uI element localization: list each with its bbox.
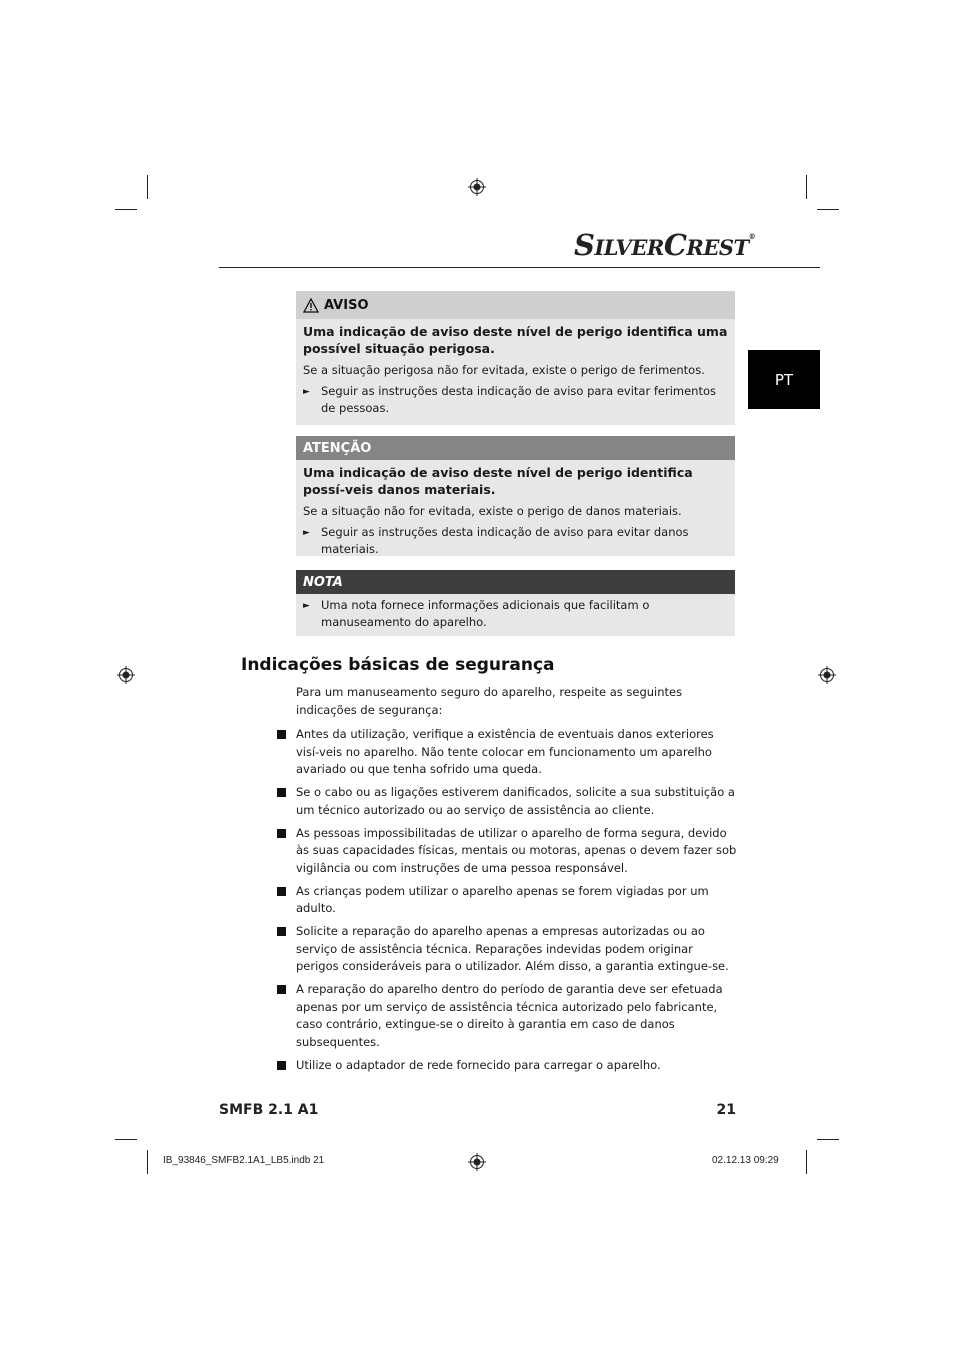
- atencao-box: [296, 436, 735, 556]
- registration-mark-icon: [818, 666, 836, 684]
- registered-mark: ®: [748, 232, 756, 241]
- crop-mark: [817, 1139, 839, 1140]
- aviso-instruction-text: Seguir as instruções desta indicação de aviso para evitar ferimentos de pessoas.: [321, 384, 717, 415]
- list-item-text: Solicite a reparação do aparelho apenas a empresas autorizadas ou ao serviço de assistência técnica. Reparações indevidas podem originar perigos consideráveis para o utilizador. Além disso, a garantia extingue-se.: [296, 924, 729, 973]
- nota-box: [296, 570, 735, 636]
- crop-mark: [806, 175, 807, 199]
- brand-letters: REST: [686, 235, 749, 260]
- crop-mark: [806, 1150, 807, 1174]
- arrow-right-icon: ►: [303, 528, 310, 538]
- aviso-text: Se a situação perigosa não for evitada, existe o perigo de ferimentos.: [303, 363, 705, 377]
- atencao-header: [296, 436, 735, 460]
- list-item: [277, 1057, 737, 1076]
- list-item: [277, 883, 737, 918]
- header-rule: [219, 267, 820, 268]
- square-bullet-icon: [277, 985, 286, 994]
- crop-mark: [147, 175, 148, 199]
- brand-letter: C: [663, 228, 687, 262]
- square-bullet-icon: [277, 887, 286, 896]
- nota-instruction: [303, 597, 728, 631]
- list-item-text: A reparação do aparelho dentro do período de garantia deve ser efetuada apenas por um serviço de assistência técnica autorizado pelo fabricante, caso contrário, extingue-se o direito à garantia em caso de danos subsequentes.: [296, 982, 723, 1049]
- nota-header: [296, 570, 735, 594]
- section-title: Indicações básicas de segurança: [241, 655, 555, 675]
- atencao-title: ATENÇÃO: [303, 440, 372, 456]
- square-bullet-icon: [277, 1061, 286, 1070]
- registration-mark-icon: [117, 666, 135, 684]
- aviso-lead: Uma indicação de aviso deste nível de perigo identifica uma possível situação perigosa.: [303, 324, 728, 356]
- atencao-instruction-text: Seguir as instruções desta indicação de aviso para evitar danos materiais.: [321, 525, 689, 556]
- aviso-title: AVISO: [324, 297, 369, 313]
- list-item-text: Se o cabo ou as ligações estiverem danificados, solicite a sua substituição a um técnico autorizado ou ao serviço de assistência ao cliente.: [296, 785, 735, 817]
- brand-letters: ILVER: [594, 235, 664, 260]
- arrow-right-icon: ►: [303, 387, 310, 397]
- list-item: [277, 825, 737, 878]
- brand-letter: S: [574, 228, 595, 262]
- atencao-instruction: [303, 524, 728, 558]
- arrow-right-icon: ►: [303, 601, 310, 611]
- print-slug-date: 02.12.13 09:29: [712, 1155, 779, 1166]
- page-number: 21: [716, 1102, 736, 1118]
- nota-title: NOTA: [303, 574, 343, 590]
- list-item: [277, 784, 737, 819]
- aviso-box: [296, 291, 735, 425]
- language-tab: PT: [748, 350, 820, 409]
- model-number: SMFB 2.1 A1: [219, 1102, 319, 1118]
- section-intro: Para um manuseamento seguro do aparelho, respeite as seguintes indicações de segurança:: [296, 685, 683, 717]
- list-item: [277, 923, 737, 976]
- safety-list: [277, 726, 737, 1081]
- square-bullet-icon: [277, 829, 286, 838]
- list-item: [277, 726, 737, 779]
- aviso-header: [296, 291, 735, 319]
- registration-mark-icon: [468, 1153, 486, 1171]
- square-bullet-icon: [277, 788, 286, 797]
- print-slug-file: IB_93846_SMFB2.1A1_LB5.indb 21: [163, 1155, 325, 1166]
- list-item-text: Antes da utilização, verifique a existência de eventuais danos exteriores visí-veis no aparelho. Não tente colocar em funcionamento um aparelho avariado ou que tenha sofrido uma queda.: [296, 727, 714, 776]
- crop-mark: [115, 1139, 137, 1140]
- list-item-text: Utilize o adaptador de rede fornecido para carregar o aparelho.: [296, 1057, 661, 1072]
- registration-mark-icon: [468, 178, 486, 196]
- atencao-lead: Uma indicação de aviso deste nível de perigo identifica possí-veis danos materiais.: [303, 465, 693, 497]
- atencao-text: Se a situação não for evitada, existe o perigo de danos materiais.: [303, 504, 682, 518]
- list-item: [277, 981, 737, 1051]
- crop-mark: [147, 1150, 148, 1174]
- square-bullet-icon: [277, 927, 286, 936]
- list-item-text: As pessoas impossibilitadas de utilizar o aparelho de forma segura, devido às suas capacidades físicas, mentais ou motoras, apenas o devem fazer sob vigilância ou com instruções de uma pessoa responsável.: [296, 825, 737, 875]
- aviso-instruction: [303, 383, 728, 417]
- nota-instruction-text: Uma nota fornece informações adicionais que facilitam o manuseamento do aparelho.: [321, 598, 650, 629]
- crop-mark: [115, 209, 137, 210]
- square-bullet-icon: [277, 730, 286, 739]
- warning-triangle-icon: [303, 298, 319, 313]
- brand-logo: [574, 228, 756, 262]
- list-item-text: As crianças podem utilizar o aparelho apenas se forem vigiadas por um adulto.: [296, 883, 709, 915]
- crop-mark: [817, 209, 839, 210]
